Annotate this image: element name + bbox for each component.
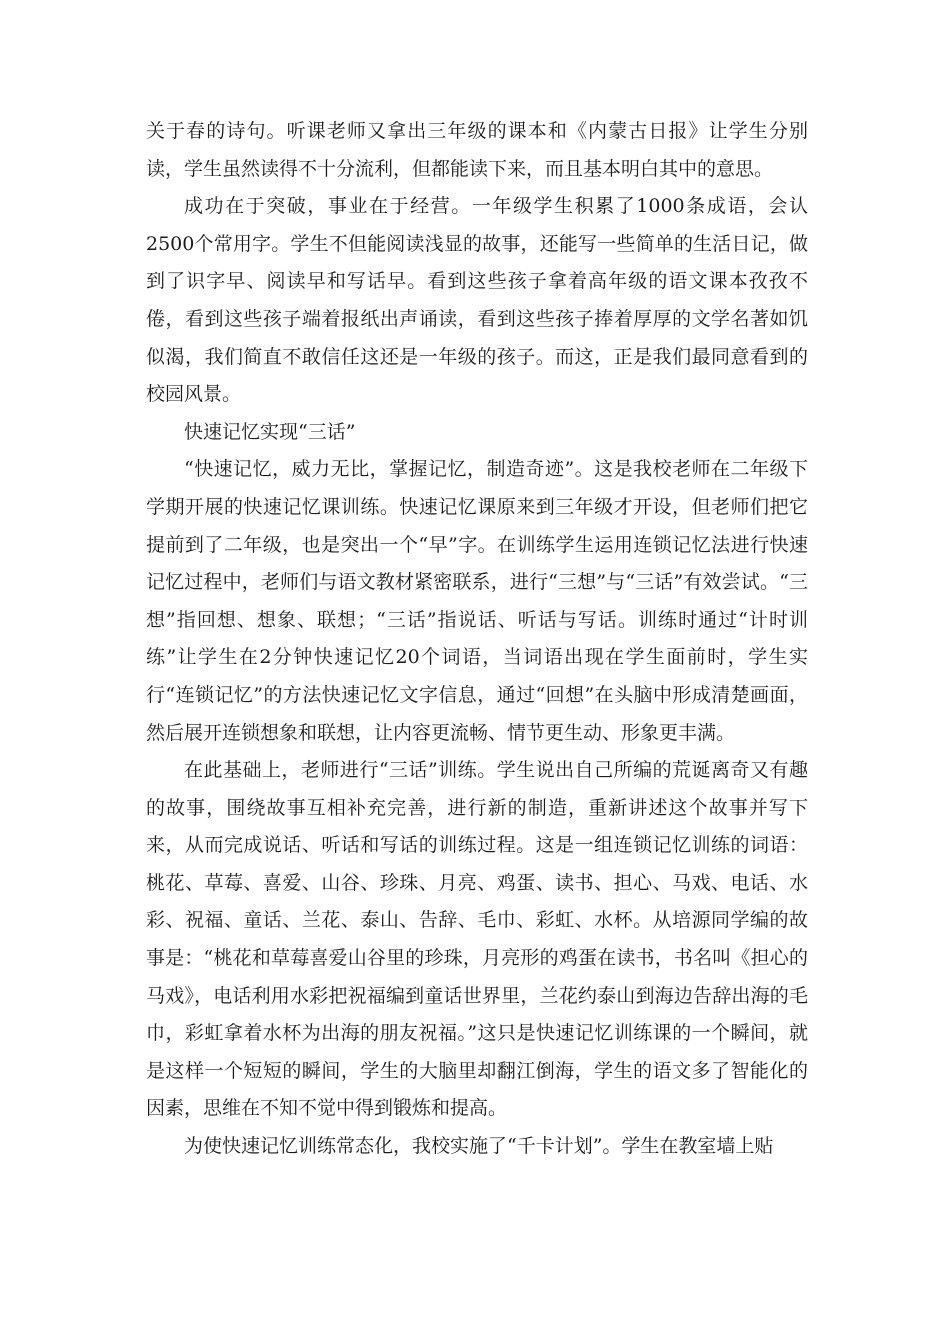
paragraph-thousand-cards: 为使快速记忆训练常态化，我校实施了“千卡计划”。学生在教室墙上贴: [184, 1135, 774, 1158]
paragraph-quick-memory: “快速记忆，威力无比，掌握记忆，制造奇迹”。这是我校老师在二年级下学期开展的快速记忆课训练。快速记忆课原来到三年级才开设，但老师们把它提前到了二年级，也是突出一个“早”字。在训练学生运用连锁记忆法进行快速记忆过程中，老师们与语文教材紧密联系，进行“三想”与“三话”有效尝试。“三想”指回想、想象、联想；“三话”指说话、听话与写话。训练时通过“计时训练”让学生在2分钟快速记忆20个词语，当词语出现在学生面前时，学生实行“连锁记忆”的方法快速记忆文字信息，通过“回想”在头脑中形成清楚画面，然后展开连锁想象和联想，让内容更流畅、情节更生动、形象更丰满。: [146, 458, 808, 744]
document-body: [146, 113, 808, 1166]
section-heading: 快速记忆实现“三话”: [184, 420, 356, 443]
paragraph-continuation: 关于春的诗句。听课老师又拿出三年级的课本和《内蒙古日报》让学生分别读，学生虽然读得不十分流利，但都能读下来，而且基本明白其中的意思。: [146, 120, 808, 180]
paragraph-success: 成功在于突破，事业在于经营。一年级学生积累了1000条成语，会认2500个常用字。学生不但能阅读浅显的故事，还能写一些简单的生活日记，做到了识字早、阅读早和写话早。看到这些孩子拿着高年级的语文课本孜孜不倦，看到这些孩子端着报纸出声诵读，看到这些孩子捧着厚厚的文学名著如饥似渴，我们简直不敢信任这还是一年级的孩子。而这，正是我们最同意看到的校园风景。: [146, 195, 808, 406]
paragraph-three-talks: 在此基础上，老师进行“三话”训练。学生说出自己所编的荒诞离奇又有趣的故事，围绕故事互相补充完善，进行新的制造，重新讲述这个故事并写下来，从而完成说话、听话和写话的训练过程。这是一组连锁记忆训练的词语：桃花、草莓、喜爱、山谷、珍珠、月亮、鸡蛋、读书、担心、马戏、电话、水彩、祝福、童话、兰花、泰山、告辞、毛巾、彩虹、水杯。从培源同学编的故事是：“桃花和草莓喜爱山谷里的珍珠，月亮形的鸡蛋在读书，书名叫《担心的马戏》，电话利用水彩把祝福编到童话世界里，兰花约泰山到海边告辞出海的毛巾，彩虹拿着水杯为出海的朋友祝福。”这只是快速记忆训练课的一个瞬间，就是这样一个短短的瞬间，学生的大脑里却翻江倒海，学生的语文多了智能化的因素，思维在不知不觉中得到锻炼和提高。: [146, 759, 808, 1120]
